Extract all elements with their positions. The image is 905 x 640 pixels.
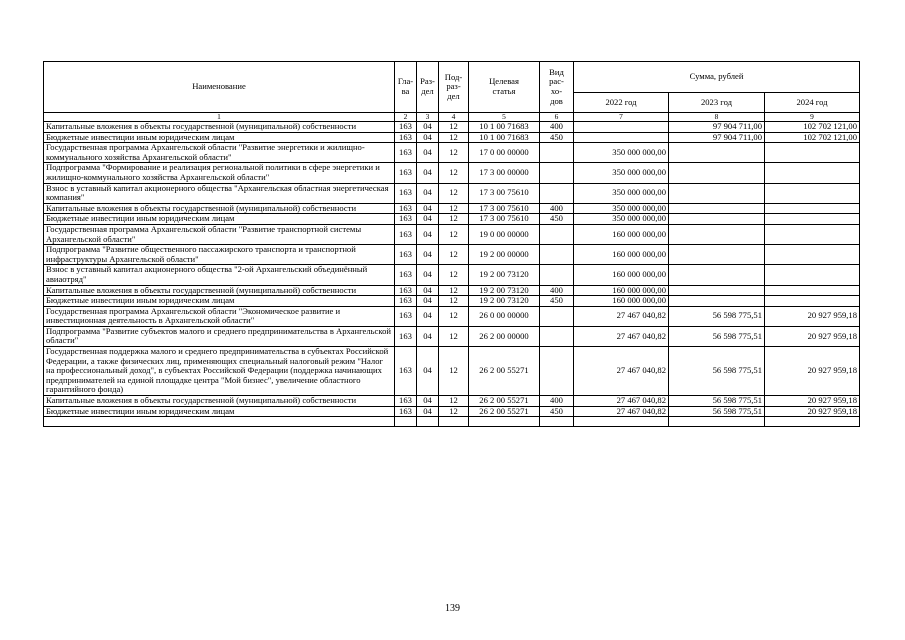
cell-podrazdel: 12 [439,183,469,203]
cell-name: Капитальные вложения в объекты государственной (муниципальной) собственности [44,122,395,133]
cell-target: 19 2 00 73120 [469,296,540,307]
cell-2024: 102 702 121,00 [765,122,860,133]
cell-razdel: 04 [417,406,439,417]
cell-name: Капитальные вложения в объекты государственной (муниципальной) собственности [44,203,395,214]
cell-razdel: 04 [417,306,439,326]
cell-target: 10 1 00 71683 [469,122,540,133]
cell-podrazdel: 12 [439,203,469,214]
cell-podrazdel: 12 [439,306,469,326]
cell-podrazdel: 12 [439,122,469,133]
table-row [44,285,860,296]
cell-podrazdel: 12 [439,265,469,285]
cell-name: Бюджетные инвестиции иным юридическим лицам [44,296,395,307]
column-number: 3 [417,113,439,122]
table-row [44,214,860,225]
table-row [44,245,860,265]
cell-2024 [765,214,860,225]
table-row [44,347,860,396]
cell-2023 [669,143,765,163]
cell-razdel: 04 [417,163,439,183]
cell-name: Капитальные вложения в объекты государственной (муниципальной) собственности [44,396,395,407]
cell-glava: 163 [395,132,417,143]
empty-cell [540,417,574,427]
cell-2023: 97 904 711,00 [669,122,765,133]
cell-2023: 97 904 711,00 [669,132,765,143]
cell-vid [540,143,574,163]
cell-vid [540,306,574,326]
column-number: 5 [469,113,540,122]
cell-podrazdel: 12 [439,296,469,307]
cell-glava: 163 [395,396,417,407]
cell-name: Государственная поддержка малого и среднего предпринимательства в субъектах Российской Федерации, а также физических лиц, применяющих специальный налоговый режим "Налог на профессиональный доход", в субъектах Российской Федерации (поддержка начинающих предпринимателей на единой площадке центра "Мой бизнес", увеличение областного гарантийного фонда) [44,347,395,396]
cell-2023 [669,285,765,296]
column-number: 9 [765,113,860,122]
cell-podrazdel: 12 [439,245,469,265]
table-body [44,122,860,427]
cell-2024: 20 927 959,18 [765,306,860,326]
cell-2022: 27 467 040,82 [574,396,669,407]
cell-2022: 27 467 040,82 [574,406,669,417]
table-row [44,183,860,203]
cell-2022: 160 000 000,00 [574,224,669,244]
cell-target: 19 2 00 73120 [469,285,540,296]
header-podrazdel: Под- раз- дел [439,62,469,113]
table-row [44,326,860,346]
cell-2024 [765,245,860,265]
cell-2024 [765,296,860,307]
table-row [44,265,860,285]
page-number: 139 [445,603,460,614]
cell-vid: 450 [540,296,574,307]
cell-razdel: 04 [417,132,439,143]
cell-name: Бюджетные инвестиции иным юридическим лицам [44,132,395,143]
cell-name: Взнос в уставный капитал акционерного общества "2-ой Архангельский объединённый авиаотряд" [44,265,395,285]
cell-podrazdel: 12 [439,224,469,244]
table-row [44,122,860,133]
column-number: 2 [395,113,417,122]
cell-podrazdel: 12 [439,406,469,417]
table-row [44,296,860,307]
cell-2022: 350 000 000,00 [574,183,669,203]
cell-vid [540,224,574,244]
header-razdel: Раз- дел [417,62,439,113]
header-2022: 2022 год [574,93,669,113]
cell-2022: 160 000 000,00 [574,296,669,307]
cell-vid: 450 [540,406,574,417]
cell-name: Подпрограмма "Развитие общественного пассажирского транспорта и транспортной инфраструктуры Архангельской области" [44,245,395,265]
cell-name: Государственная программа Архангельской области "Развитие энергетики и жилищно-коммунального хозяйства Архангельской области" [44,143,395,163]
cell-glava: 163 [395,163,417,183]
cell-glava: 163 [395,265,417,285]
column-number: 8 [669,113,765,122]
table-row [44,163,860,183]
cell-2023: 56 598 775,51 [669,326,765,346]
empty-cell [44,417,395,427]
column-number: 6 [540,113,574,122]
cell-razdel: 04 [417,143,439,163]
header-2024: 2024 год [765,93,860,113]
cell-podrazdel: 12 [439,143,469,163]
cell-target: 19 2 00 00000 [469,245,540,265]
cell-podrazdel: 12 [439,214,469,225]
cell-vid [540,245,574,265]
header-sum: Сумма, рублей [574,62,860,93]
cell-glava: 163 [395,214,417,225]
cell-2023: 56 598 775,51 [669,396,765,407]
cell-glava: 163 [395,347,417,396]
cell-razdel: 04 [417,183,439,203]
empty-cell [469,417,540,427]
cell-2022: 350 000 000,00 [574,163,669,183]
cell-podrazdel: 12 [439,163,469,183]
table-row [44,396,860,407]
cell-glava: 163 [395,285,417,296]
cell-razdel: 04 [417,396,439,407]
column-numbers-row [44,113,860,122]
cell-podrazdel: 12 [439,326,469,346]
column-number: 7 [574,113,669,122]
cell-razdel: 04 [417,326,439,346]
column-number: 1 [44,113,395,122]
cell-2024: 20 927 959,18 [765,396,860,407]
cell-razdel: 04 [417,214,439,225]
cell-2023 [669,224,765,244]
cell-vid: 400 [540,203,574,214]
cell-name: Бюджетные инвестиции иным юридическим лицам [44,214,395,225]
cell-glava: 163 [395,143,417,163]
cell-target: 19 2 00 73120 [469,265,540,285]
cell-razdel: 04 [417,285,439,296]
cell-2022: 27 467 040,82 [574,326,669,346]
cell-razdel: 04 [417,224,439,244]
cell-2024 [765,265,860,285]
cell-target: 10 1 00 71683 [469,132,540,143]
empty-cell [395,417,417,427]
cell-2022: 160 000 000,00 [574,265,669,285]
cell-vid [540,265,574,285]
header-glava: Гла- ва [395,62,417,113]
column-number: 4 [439,113,469,122]
cell-2022: 350 000 000,00 [574,203,669,214]
cell-vid: 400 [540,396,574,407]
cell-2024 [765,203,860,214]
cell-target: 17 3 00 75610 [469,183,540,203]
cell-2023 [669,163,765,183]
cell-2023 [669,265,765,285]
empty-row [44,417,860,427]
cell-vid: 400 [540,122,574,133]
cell-target: 26 2 00 55271 [469,406,540,417]
cell-razdel: 04 [417,122,439,133]
cell-2024: 20 927 959,18 [765,326,860,346]
cell-glava: 163 [395,203,417,214]
cell-vid: 400 [540,285,574,296]
empty-cell [669,417,765,427]
cell-glava: 163 [395,245,417,265]
cell-2024: 20 927 959,18 [765,347,860,396]
cell-target: 17 3 00 75610 [469,214,540,225]
cell-2022: 160 000 000,00 [574,285,669,296]
cell-podrazdel: 12 [439,347,469,396]
cell-2023 [669,183,765,203]
cell-target: 26 2 00 55271 [469,347,540,396]
cell-glava: 163 [395,406,417,417]
empty-cell [574,417,669,427]
cell-2023 [669,296,765,307]
cell-target: 17 3 00 75610 [469,203,540,214]
cell-2023 [669,203,765,214]
table-row [44,224,860,244]
table-row [44,143,860,163]
cell-2024: 20 927 959,18 [765,406,860,417]
table-row [44,406,860,417]
cell-glava: 163 [395,224,417,244]
table-row [44,132,860,143]
cell-razdel: 04 [417,203,439,214]
cell-2024 [765,163,860,183]
cell-target: 17 0 00 00000 [469,143,540,163]
cell-2023 [669,214,765,225]
cell-2024 [765,183,860,203]
cell-2022: 350 000 000,00 [574,214,669,225]
cell-razdel: 04 [417,245,439,265]
cell-glava: 163 [395,306,417,326]
cell-glava: 163 [395,122,417,133]
cell-target: 17 3 00 00000 [469,163,540,183]
cell-name: Бюджетные инвестиции иным юридическим лицам [44,406,395,417]
cell-glava: 163 [395,326,417,346]
table-row [44,306,860,326]
cell-name: Взнос в уставный капитал акционерного общества "Архангельская областная энергетическая компания" [44,183,395,203]
cell-target: 19 0 00 00000 [469,224,540,244]
cell-razdel: 04 [417,296,439,307]
cell-name: Государственная программа Архангельской области "Развитие транспортной системы Архангельской области" [44,224,395,244]
cell-2022: 27 467 040,82 [574,347,669,396]
cell-name: Подпрограмма "Формирование и реализация региональной политики в сфере энергетики и жилищно-коммунального хозяйства Архангельской области" [44,163,395,183]
cell-razdel: 04 [417,347,439,396]
empty-cell [765,417,860,427]
cell-podrazdel: 12 [439,132,469,143]
cell-vid: 450 [540,214,574,225]
cell-glava: 163 [395,296,417,307]
header-vid: Вид рас- хо- дов [540,62,574,113]
table-row [44,203,860,214]
cell-2024 [765,143,860,163]
cell-razdel: 04 [417,265,439,285]
cell-target: 26 0 00 00000 [469,306,540,326]
cell-name: Подпрограмма "Развитие субъектов малого и среднего предпринимательства в Архангельской области" [44,326,395,346]
cell-podrazdel: 12 [439,285,469,296]
cell-vid: 450 [540,132,574,143]
cell-podrazdel: 12 [439,396,469,407]
cell-target: 26 2 00 55271 [469,396,540,407]
cell-glava: 163 [395,183,417,203]
cell-2024 [765,224,860,244]
cell-vid [540,326,574,346]
header-name: Наименование [44,62,395,113]
cell-vid [540,347,574,396]
cell-2022: 27 467 040,82 [574,306,669,326]
cell-name: Капитальные вложения в объекты государственной (муниципальной) собственности [44,285,395,296]
cell-vid [540,183,574,203]
cell-2022 [574,132,669,143]
cell-vid [540,163,574,183]
cell-2024 [765,285,860,296]
cell-2022 [574,122,669,133]
empty-cell [417,417,439,427]
cell-2023 [669,245,765,265]
header-target: Целевая статья [469,62,540,113]
empty-cell [439,417,469,427]
cell-target: 26 2 00 00000 [469,326,540,346]
header-2023: 2023 год [669,93,765,113]
budget-table [43,61,860,427]
cell-name: Государственная программа Архангельской области "Экономическое развитие и инвестиционная деятельность в Архангельской области" [44,306,395,326]
cell-2023: 56 598 775,51 [669,306,765,326]
cell-2024: 102 702 121,00 [765,132,860,143]
cell-2023: 56 598 775,51 [669,347,765,396]
cell-2022: 350 000 000,00 [574,143,669,163]
cell-2023: 56 598 775,51 [669,406,765,417]
cell-2022: 160 000 000,00 [574,245,669,265]
